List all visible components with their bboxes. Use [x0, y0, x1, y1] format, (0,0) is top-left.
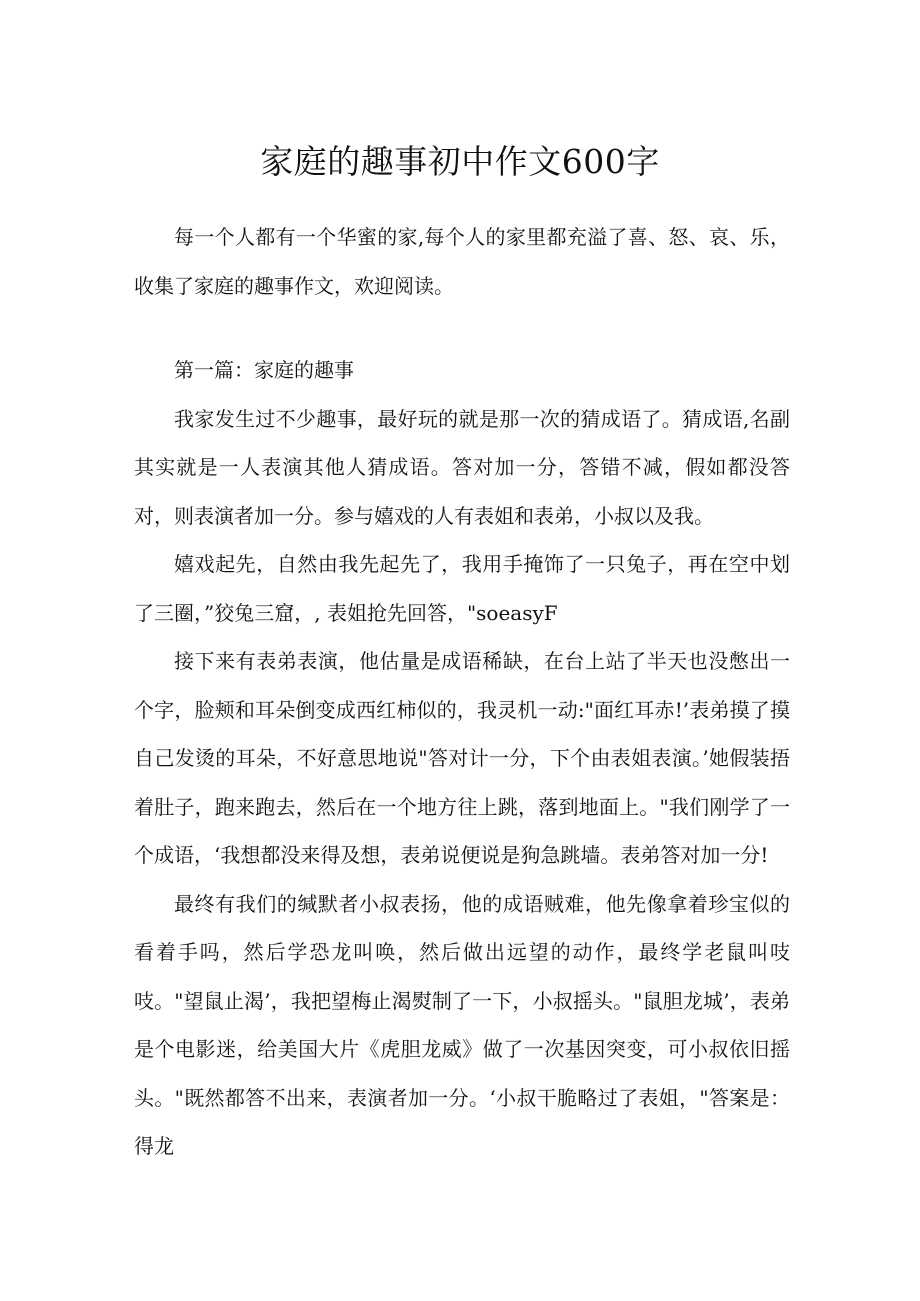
intro-paragraph: 每一个人都有一个华蜜的家,每个人的家里都充溢了喜、怒、哀、乐，收集了家庭的趣事作文，欢迎阅读。 — [134, 225, 790, 298]
body-paragraph: 我家发生过不少趣事，最好玩的就是那一次的猜成语了。猜成语,名副其实就是一人表演其他人猜成语。答对加一分，答错不减，假如都没答对，则表演者加一分。参与嬉戏的人有表姐和表弟，小叔以及我。 — [134, 406, 790, 528]
section-gap — [134, 310, 790, 346]
body-paragraph: 最终有我们的缄默者小叔表扬，他的成语贼难，他先像拿着珍宝似的看着手吗，然后学恐龙叫唤，然后做出远望的动作，最终学老鼠叫吱吱。"望鼠止渴’，我把望梅止渴熨制了一下，小叔摇头。"鼠胆龙城’，表弟是个电影迷，给美国大片《虎胆龙威》做了一次基因突变，可小叔依旧摇头。"既然都答不出来，表演者加一分。‘小叔干脆略过了表姐，"答案是：得龙 — [134, 891, 790, 1158]
document-body — [134, 213, 790, 1171]
section-heading: 第一篇：家庭的趣事 — [174, 358, 354, 382]
document-title: 家庭的趣事初中作文600字 — [260, 142, 660, 181]
body-paragraph: 接下来有表弟表演，他估量是成语稀缺，在台上站了半天也没憋出一个字，脸颊和耳朵倒变成西红柿似的，我灵机一动:"面红耳赤!’表弟摸了摸自己发烫的耳朵，不好意思地说"答对计一分，下个由表姐表演。’她假装捂着肚子，跑来跑去，然后在一个地方往上跳，落到地面上。"我们刚学了一个成语，‘我想都没来得及想，表弟说便说是狗急跳墙。表弟答对加一分! — [134, 649, 790, 867]
body-paragraph: 嬉戏起先，自然由我先起先了，我用手掩饰了一只兔子，再在空中划了三圈，”狡兔三窟，, 表姐抢先回答，"soeasyF — [134, 552, 790, 625]
